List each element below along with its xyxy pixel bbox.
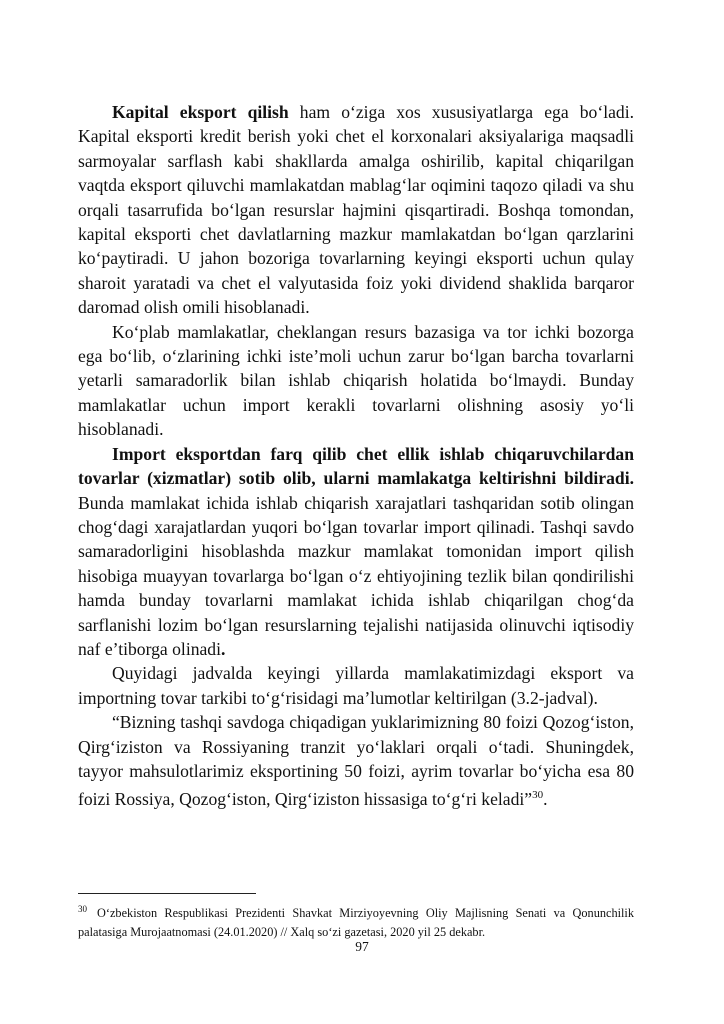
footnote-reference[interactable]: 30 [532,789,544,802]
quote-end-period: . [543,789,548,810]
footnote-divider [78,893,256,894]
footnote-text: O‘zbekiston Respublikasi Prezidenti Shavkat Mirziyoyevning Oliy Majlisning Senati va Qonunchilik palatasiga Murojaatnomasi (24.01.2020) // Xalq so‘zi gazetasi, 2020 yil 25 dekabr. [78,906,634,939]
page-number: 97 [355,939,369,954]
footnote [78,900,634,942]
footnote-number: 30 [78,904,87,914]
quote-text: “Bizning tashqi savdoga chiqadigan yuklarimizning 80 foizi Qozog‘iston, Qirg‘iziston va Rossiyaning tranzit yo‘laklari orqali o‘tadi. Shuningdek, tayyor mahsulotlarimiz eksportining 50 foizi, ayrim tovarlar bo‘yicha esa 80 foizi Rossiya, Qozog‘iston, Qirg‘iziston hissasiga to‘g‘ri keladi” [78,712,634,810]
paragraph-text: Quyidagi jadvalda keyingi yillarda mamlakatimizdagi eksport va importning tovar tarkibi to‘g‘risidagi ma’lumotlar keltirilgan (3.2-jadval). [78,663,634,708]
paragraph-text: ham o‘ziga xos xususiyatlarga ega bo‘ladi. Kapital eksporti kredit berish yoki chet el korxonalari aksiyalariga maqsadli sarmoyalar sarflash kabi shakllarda amalga oshirilib, kapital chiqarilgan vaqtda eksport qiluvchi mamlakatdan mablag‘lar oqimini taqozo qiladi va shu orqali tasarrufida bo‘lgan resurslar hajmini qisqartiradi. Boshqa tomondan, kapital eksporti chet davlatlarning mazkur mamlakatdan bo‘lgan qarzlarini ko‘paytiradi. U jahon bozoriga tovarlarning keyingi eksporti uchun qulay sharoit yaratadi va chet el valyutasida foiz yoki dividend shaklida barqaror daromad olish omili hisoblanadi. [78,102,634,318]
body-text [78,100,634,812]
paragraph-end-period: . [221,638,226,659]
term-capital-export: Kapital eksport qilish [112,102,289,122]
paragraph-limited-resources [78,320,634,442]
paragraph-text: Ko‘plab mamlakatlar, cheklangan resurs bazasiga va tor ichki bozorga ega bo‘lib, o‘zlarining ichki iste’moli uchun zarur bo‘lgan barcha tovarlarni yetarli samaradorlik bilan ishlab chiqarish holatida bo‘lmaydi. Bunday mamlakatlar uchun import kerakli tovarlarni olishning asosiy yo‘li hisoblanadi. [78,321,634,440]
paragraph-text: Bunda mamlakat ichida ishlab chiqarish xarajatlari tashqaridan sotib olingan chog‘dagi xarajatlardan yuqori bo‘lgan tovarlar import qilinadi. Tashqi savdo samaradorligini hisoblashda mazkur mamlakat tomonidan import qilish hisobiga muayyan tovarlarga bo‘lgan o‘z ehtiyojining tezlik bilan qondirilishi hamda bunday tovarlarni mamlakat ichida ishlab chiqarilgan chog‘da sarflanishi lozim bo‘lgan resurslarning tejalishi natijasida olinuvchi iqtisodiy naf e’tiborga olinadi [78,492,634,659]
paragraph-quote [78,710,634,812]
paragraph-table-reference [78,661,634,710]
paragraph-capital-export [78,100,634,320]
paragraph-import-definition [78,442,634,662]
term-import-definition: Import eksportdan farq qilib chet ellik ishlab chiqaruvchilardan tovarlar (xizmatlar) sotib olib, ularni mamlakatga keltirishni bildiradi. [78,443,634,489]
